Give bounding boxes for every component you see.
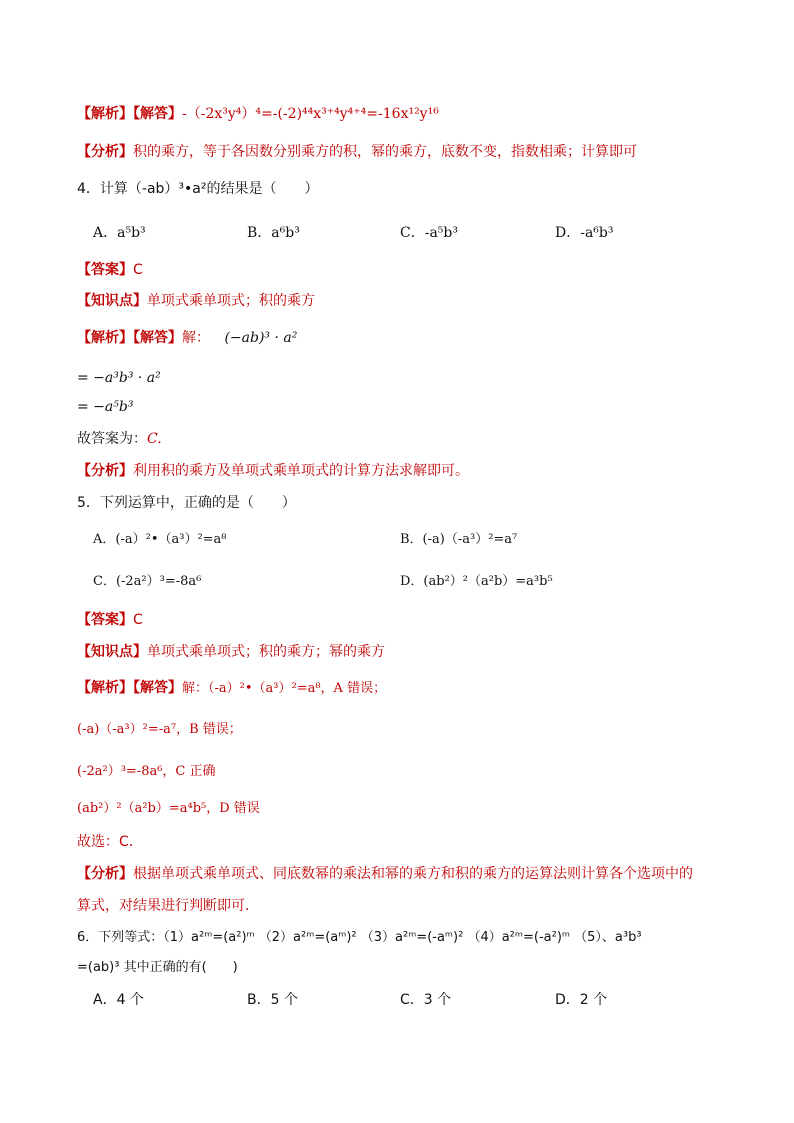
question-6-stem: 6．下列等式：（1）a²ᵐ=(a²)ᵐ （2）a²ᵐ=(aᵐ)² （3）a²ᵐ=(-aᵐ)² （4）a²ᵐ=(-a²)ᵐ （5）、a³b³ xyxy=(77,930,642,945)
final-answer: C. xyxy=(147,431,162,447)
q4-knowledge-line xyxy=(77,291,315,311)
answer-value: C xyxy=(133,612,143,628)
q5-solution-line-2: (-a)（-a³）²=-a⁷，B 错误； xyxy=(77,722,242,737)
section-tag: 【知识点】 xyxy=(77,293,147,309)
analysis-text: 积的乘方，等于各因数分别乘方的积，幂的乘方，底数不变，指数相乘；计算即可 xyxy=(133,144,637,160)
q4-analysis-line xyxy=(77,461,469,481)
q5-solution-line-4: (ab²）²（a²b）=a⁴b⁵，D 错误 xyxy=(77,801,260,816)
q5-option-d[interactable]: D．(ab²）²（a²b）=a³b⁵ xyxy=(400,574,553,589)
q4-option-d[interactable]: D．-a⁶b³ xyxy=(555,225,614,241)
q5-option-c[interactable]: C．(-2a²）³=-8a⁶ xyxy=(93,574,202,589)
solution-intro: 解： xyxy=(182,330,210,346)
analysis-text: 利用积的乘方及单项式乘单项式的计算方法求解即可。 xyxy=(133,463,469,479)
final-label: 故答案为： xyxy=(77,431,147,447)
q4-option-b[interactable]: B．a⁶b³ xyxy=(247,225,300,241)
question-5-stem: 5．下列运算中，正确的是（ ） xyxy=(77,495,296,511)
question-4-stem: 4．计算（-ab）³•a²的结果是（ ） xyxy=(77,181,319,197)
q4-step-2: = −a⁵b³ xyxy=(77,399,134,415)
q5-analysis-line xyxy=(77,864,693,884)
q4-option-a[interactable]: A．a⁵b³ xyxy=(93,225,146,241)
q5-option-b[interactable]: B．(-a)（-a³）²=a⁷ xyxy=(400,532,518,547)
q6-option-c[interactable]: C．3 个 xyxy=(400,992,452,1008)
q6-option-a[interactable]: A．4 个 xyxy=(93,992,144,1008)
solution-text: 解：（-a）²•（a³）²=a⁸，A 错误； xyxy=(182,681,387,696)
section-tag: 【分析】 xyxy=(77,463,133,479)
q4-solution-line xyxy=(77,328,297,348)
section-tag: 【解析】【解答】 xyxy=(77,330,182,346)
q6-option-b[interactable]: B．5 个 xyxy=(247,992,298,1008)
section-tag: 【知识点】 xyxy=(77,644,147,660)
solution-expression: (−ab)³ · a² xyxy=(224,330,298,346)
solution-line xyxy=(77,104,439,124)
q5-final-line: 故选：C． xyxy=(77,834,143,850)
q5-knowledge-line xyxy=(77,642,385,662)
answer-value: C xyxy=(133,262,143,278)
section-tag: 【解析】【解答】 xyxy=(77,680,182,696)
section-tag: 【答案】 xyxy=(77,612,133,628)
q5-answer-line xyxy=(77,610,143,630)
q4-step-1: = −a³b³ · a² xyxy=(77,370,161,386)
knowledge-points: 单项式乘单项式；积的乘方 xyxy=(147,293,315,309)
q5-solution-line-3: (-2a²）³=-8a⁶，C 正确 xyxy=(77,764,216,779)
analysis-text: 根据单项式乘单项式、同底数幂的乘法和幂的乘方和积的乘方的运算法则计算各个选项中的 xyxy=(133,866,693,882)
section-tag: 【分析】 xyxy=(77,144,133,160)
section-tag: 【分析】 xyxy=(77,866,133,882)
q5-option-a[interactable]: A．(-a）²•（a³）²=a⁸ xyxy=(93,532,227,547)
section-tag: 【解析】【解答】 xyxy=(77,106,182,122)
q5-solution-line xyxy=(77,678,386,699)
q6-option-d[interactable]: D．2 个 xyxy=(555,992,608,1008)
q4-option-c[interactable]: C．-a⁵b³ xyxy=(400,225,458,241)
q5-analysis-line-2: 算式，对结果进行判断即可． xyxy=(77,898,259,914)
q4-answer-line xyxy=(77,260,143,280)
solution-text: -（-2x³y⁴）⁴=-(-2)⁴⁴x³⁺⁴y⁴⁺⁴=-16x¹²y¹⁶ xyxy=(182,106,439,122)
knowledge-points: 单项式乘单项式；积的乘方；幂的乘方 xyxy=(147,644,385,660)
analysis-line xyxy=(77,142,637,162)
section-tag: 【答案】 xyxy=(77,262,133,278)
q4-final-line xyxy=(77,429,162,449)
question-6-stem-2: =(ab)³ 其中正确的有( ) xyxy=(77,960,238,975)
